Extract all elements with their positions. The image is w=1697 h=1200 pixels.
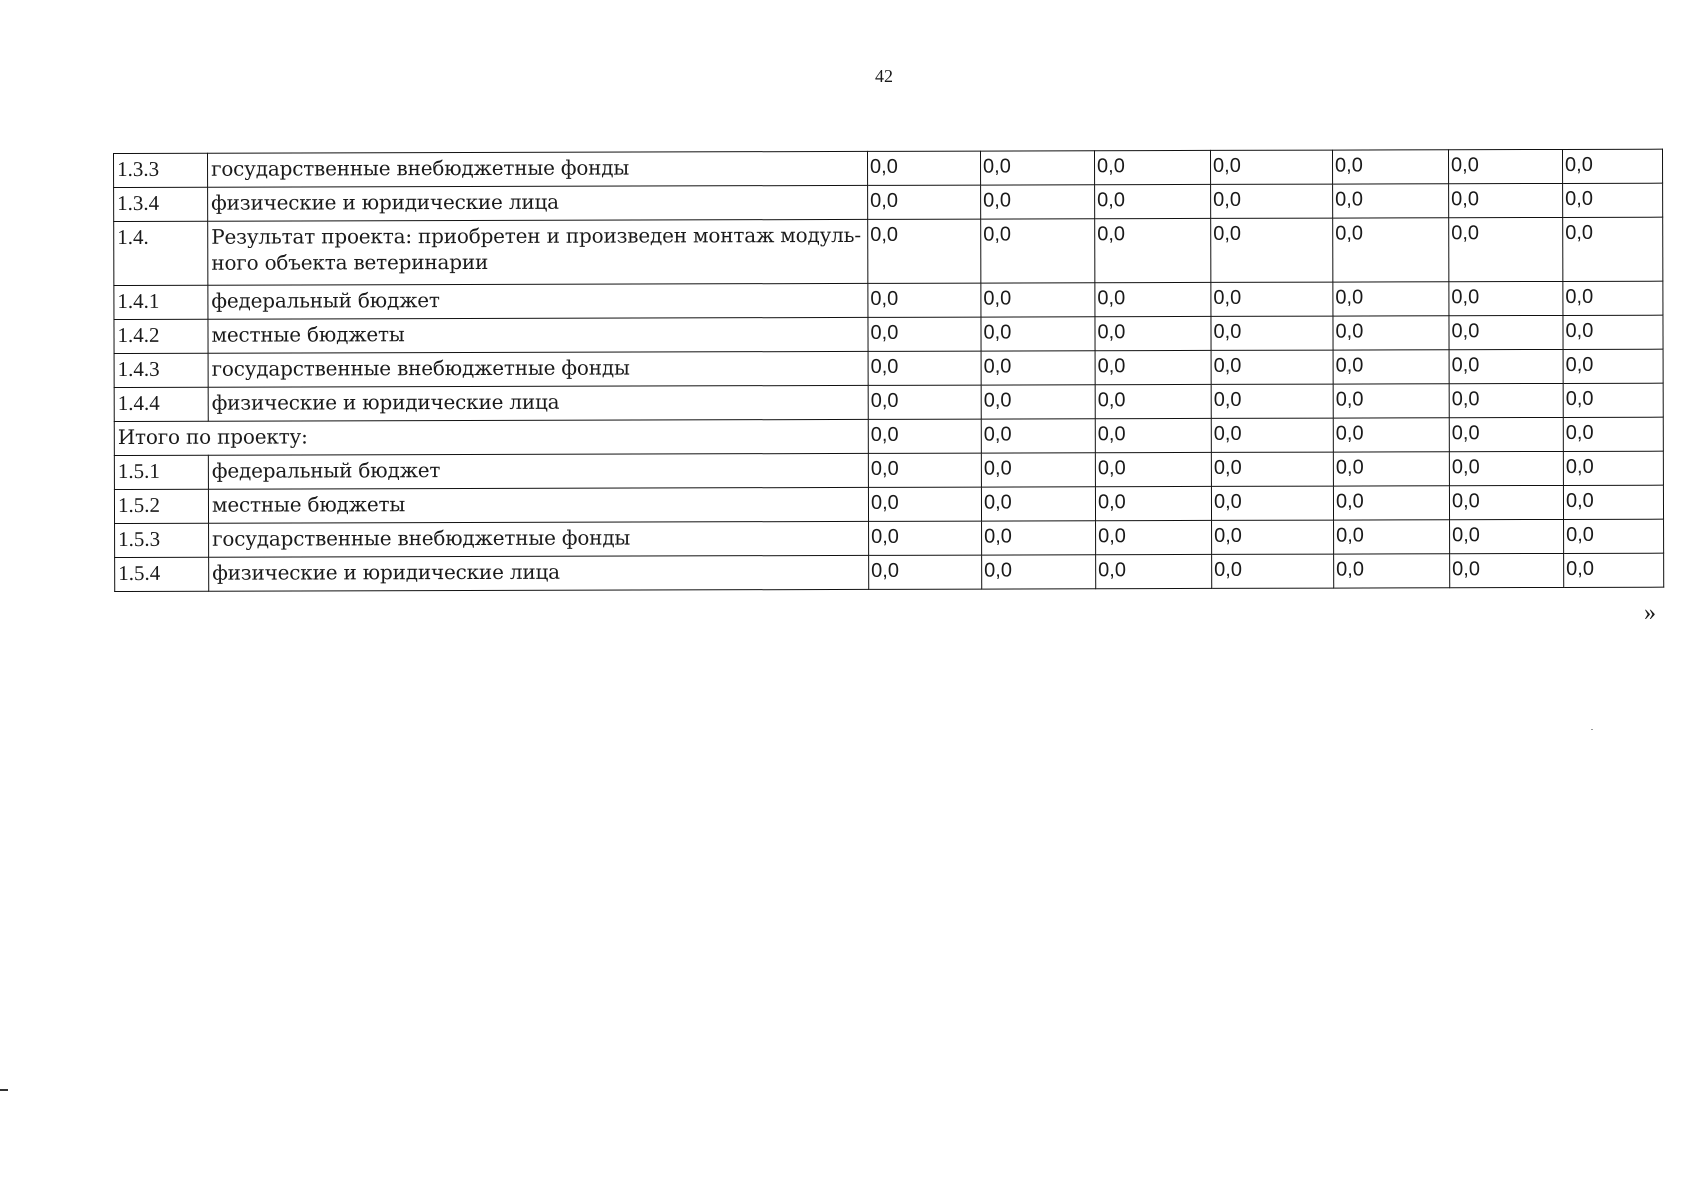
value-cell: 0,0 [1563,349,1663,383]
value-cell: 0,0 [1333,316,1449,350]
continuation-mark: » [1644,600,1656,626]
table-row [115,553,1664,591]
value-cell: 0,0 [1564,519,1664,553]
value-cell: 0,0 [1095,316,1211,350]
value-cell: 0,0 [1564,553,1664,587]
value-cell: 0,0 [1332,150,1448,184]
row-label: физические и юридические лица [209,555,869,591]
value-cell: 0,0 [1211,452,1333,486]
table-row [114,315,1663,353]
value-cell: 0,0 [1563,451,1663,485]
value-cell: 0,0 [1095,282,1211,316]
row-label: физические и юридические лица [208,185,868,221]
value-cell: 0,0 [1448,149,1562,183]
row-label: местные бюджеты [208,317,868,353]
value-cell: 0,0 [868,283,981,317]
value-cell: 0,0 [981,219,1095,283]
value-cell: 0,0 [981,317,1095,351]
value-cell: 0,0 [981,453,1095,487]
value-cell: 0,0 [1563,217,1663,281]
value-cell: 0,0 [1095,418,1211,452]
value-cell: 0,0 [868,317,981,351]
row-label: федеральный бюджет [208,453,868,489]
row-code: 1.4. [114,221,208,285]
value-cell: 0,0 [1211,316,1333,350]
value-cell: 0,0 [1449,485,1563,519]
value-cell: 0,0 [868,385,981,419]
row-code: 1.5.3 [115,523,209,557]
value-cell: 0,0 [1449,183,1563,217]
table-row [114,183,1663,221]
value-cell: 0,0 [981,487,1095,521]
value-cell: 0,0 [981,385,1095,419]
value-cell: 0,0 [982,555,1096,589]
value-cell: 0,0 [1095,350,1211,384]
value-cell: 0,0 [1449,315,1563,349]
row-code: 1.4.4 [114,387,208,421]
value-cell: 0,0 [868,453,981,487]
row-label: Итого по проекту: [114,419,868,455]
value-cell: 0,0 [1094,150,1210,184]
value-cell: 0,0 [982,521,1096,555]
row-label: государственные внебюджетные фонды [209,521,869,557]
value-cell: 0,0 [868,351,981,385]
table-row [114,485,1663,523]
page-number: 42 [875,66,893,86]
value-cell: 0,0 [1334,520,1450,554]
value-cell: 0,0 [1211,282,1333,316]
value-cell: 0,0 [981,283,1095,317]
table-row [114,217,1663,285]
value-cell: 0,0 [1333,282,1449,316]
row-label: государственные внебюджетные фонды [208,351,868,387]
row-code: 1.5.1 [114,455,208,489]
row-code: 1.3.4 [114,187,208,221]
value-cell: 0,0 [1095,384,1211,418]
value-cell: 0,0 [1095,452,1211,486]
value-cell: 0,0 [1211,418,1333,452]
value-cell: 0,0 [1212,554,1334,588]
value-cell: 0,0 [1563,485,1663,519]
value-cell: 0,0 [1562,149,1662,183]
value-cell: 0,0 [981,351,1095,385]
value-cell: 0,0 [868,487,981,521]
value-cell: 0,0 [1449,281,1563,315]
value-cell: 0,0 [1563,383,1663,417]
row-code: 1.4.3 [114,353,208,387]
value-cell: 0,0 [1450,519,1564,553]
value-cell: 0,0 [1333,418,1449,452]
value-cell: 0,0 [868,219,981,283]
value-cell: 0,0 [1095,218,1211,282]
row-label: федеральный бюджет [208,283,868,319]
table-row [114,383,1663,421]
budget-table-wrapper [113,149,1664,592]
table-body [114,149,1664,591]
row-code: 1.5.4 [115,557,209,591]
row-label: Результат проекта: приобретен и произведен монтаж модуль-ного объекта ветеринарии [208,219,868,285]
value-cell: 0,0 [981,419,1095,453]
row-code: 1.4.2 [114,319,208,353]
value-cell: 0,0 [1449,383,1563,417]
row-label: местные бюджеты [208,487,868,523]
value-cell: 0,0 [1449,451,1563,485]
value-cell: 0,0 [980,151,1094,185]
value-cell: 0,0 [868,419,981,453]
value-cell: 0,0 [1333,384,1449,418]
value-cell: 0,0 [1096,520,1212,554]
table-row [114,451,1663,489]
value-cell: 0,0 [1333,452,1449,486]
row-code: 1.3.3 [114,153,208,187]
table-row [114,349,1663,387]
value-cell: 0,0 [1211,384,1333,418]
row-code: 1.4.1 [114,285,208,319]
value-cell: 0,0 [1210,150,1332,184]
table-row [114,417,1663,455]
value-cell: 0,0 [1563,417,1663,451]
value-cell: 0,0 [1563,281,1663,315]
value-cell: 0,0 [1333,184,1449,218]
table-row [114,149,1663,187]
scan-artifact-dash [0,1089,8,1091]
value-cell: 0,0 [869,521,982,555]
value-cell: 0,0 [1212,520,1334,554]
value-cell: 0,0 [1333,350,1449,384]
value-cell: 0,0 [868,185,981,219]
value-cell: 0,0 [1211,218,1333,282]
value-cell: 0,0 [1211,486,1333,520]
row-code: 1.5.2 [114,489,208,523]
table-row [114,281,1663,319]
value-cell: 0,0 [869,555,982,589]
value-cell: 0,0 [1211,184,1333,218]
value-cell: 0,0 [1449,217,1563,281]
scan-artifact-dot [1591,729,1593,730]
row-label: государственные внебюджетные фонды [208,151,868,187]
value-cell: 0,0 [1333,486,1449,520]
value-cell: 0,0 [1449,349,1563,383]
value-cell: 0,0 [1096,554,1212,588]
value-cell: 0,0 [1449,417,1563,451]
row-label: физические и юридические лица [208,385,868,421]
value-cell: 0,0 [1095,486,1211,520]
value-cell: 0,0 [1095,184,1211,218]
value-cell: 0,0 [1333,218,1449,282]
value-cell: 0,0 [1450,553,1564,587]
value-cell: 0,0 [1563,315,1663,349]
value-cell: 0,0 [1563,183,1663,217]
value-cell: 0,0 [981,185,1095,219]
value-cell: 0,0 [867,151,980,185]
budget-table [113,149,1664,592]
value-cell: 0,0 [1334,554,1450,588]
table-row [115,519,1664,557]
value-cell: 0,0 [1211,350,1333,384]
